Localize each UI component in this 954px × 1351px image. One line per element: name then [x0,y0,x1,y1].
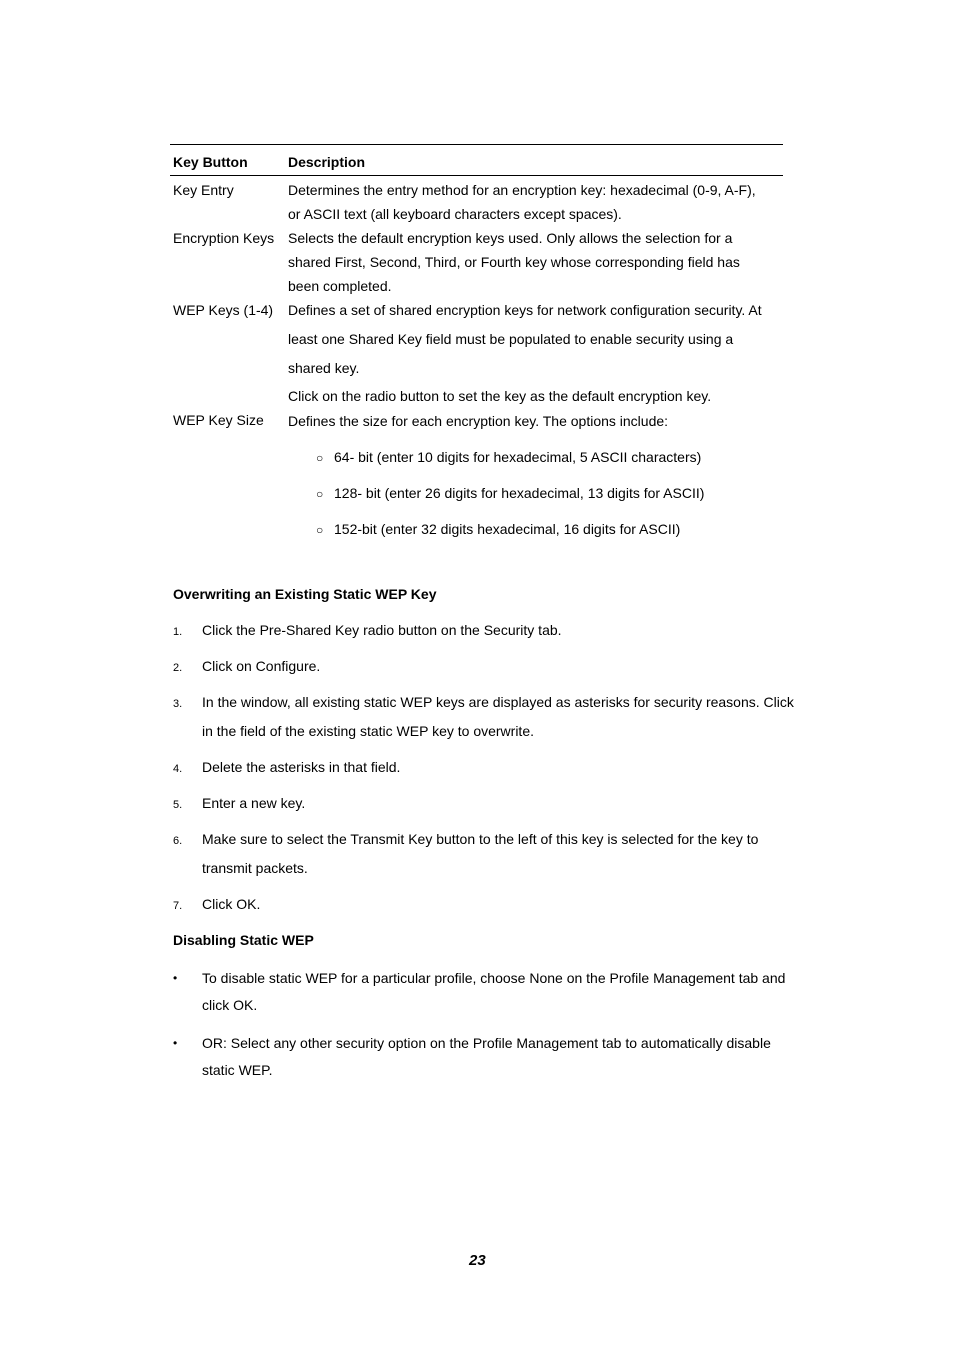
step-text: Delete the asterisks in that field. [202,759,401,775]
table-row-desc-line: Click on the radio button to set the key as the default encryption key. [288,388,712,404]
step-text: transmit packets. [202,860,308,876]
table-row-key: WEP Key Size [173,412,264,428]
bullet-text: click OK. [202,997,258,1013]
table-row-key: Key Entry [173,182,234,198]
key-size-option: 64- bit (enter 10 digits for hexadecimal, 5 ASCII characters) [334,449,702,465]
page-number: 23 [469,1252,486,1269]
step-number: 1. [173,626,183,638]
option-circle-icon: ○ [316,487,324,501]
section-heading-disabling: Disabling Static WEP [173,932,314,948]
table-top-rule [170,144,783,145]
table-row-desc-line: shared key. [288,360,360,376]
key-size-option: 128- bit (enter 26 digits for hexadecimal, 13 digits for ASCII) [334,485,705,501]
table-row-key: WEP Keys (1-4) [173,302,274,318]
bullet-text: To disable static WEP for a particular profile, choose None on the Profile Management tab and [202,970,786,986]
bullet-icon: • [173,971,178,985]
step-number: 5. [173,799,183,811]
step-text: In the window, all existing static WEP keys are displayed as asterisks for security reasons. Click [202,694,794,710]
table-row-desc-line: Determines the entry method for an encryption key: hexadecimal (0-9, A-F), [288,182,756,198]
step-number: 3. [173,698,183,710]
table-header-rule [170,175,783,176]
table-header-key: Key Button [173,154,248,170]
step-number: 2. [173,662,183,674]
table-row-desc-line: shared First, Second, Third, or Fourth key whose corresponding field has [288,254,740,270]
key-size-option: 152-bit (enter 32 digits hexadecimal, 16 digits for ASCII) [334,521,681,537]
step-text: Click on Configure. [202,658,321,674]
table-row-desc-line: Selects the default encryption keys used. Only allows the selection for a [288,230,733,246]
table-row-desc-line: been completed. [288,278,392,294]
table-header-description: Description [288,154,366,170]
table-row-desc-line: Defines a set of shared encryption keys for network configuration security. At [288,302,762,318]
table-row-desc-line: least one Shared Key field must be populated to enable security using a [288,331,734,347]
section-heading-overwriting: Overwriting an Existing Static WEP Key [173,586,437,602]
bullet-text: static WEP. [202,1062,273,1078]
step-number: 4. [173,763,183,775]
option-circle-icon: ○ [316,523,324,537]
option-circle-icon: ○ [316,451,324,465]
step-text: in the field of the existing static WEP key to overwrite. [202,723,535,739]
table-row-desc-line: or ASCII text (all keyboard characters except spaces). [288,206,622,222]
bullet-icon: • [173,1036,178,1050]
step-text: Click the Pre-Shared Key radio button on the Security tab. [202,622,562,638]
bullet-text: OR: Select any other security option on the Profile Management tab to automatically disable [202,1035,771,1051]
table-row-key: Encryption Keys [173,230,275,246]
step-text: Enter a new key. [202,795,306,811]
step-number: 6. [173,835,183,847]
table-row-desc-line: Defines the size for each encryption key. The options include: [288,413,669,429]
step-text: Click OK. [202,896,261,912]
step-text: Make sure to select the Transmit Key button to the left of this key is selected for the key to [202,831,759,847]
step-number: 7. [173,900,183,912]
